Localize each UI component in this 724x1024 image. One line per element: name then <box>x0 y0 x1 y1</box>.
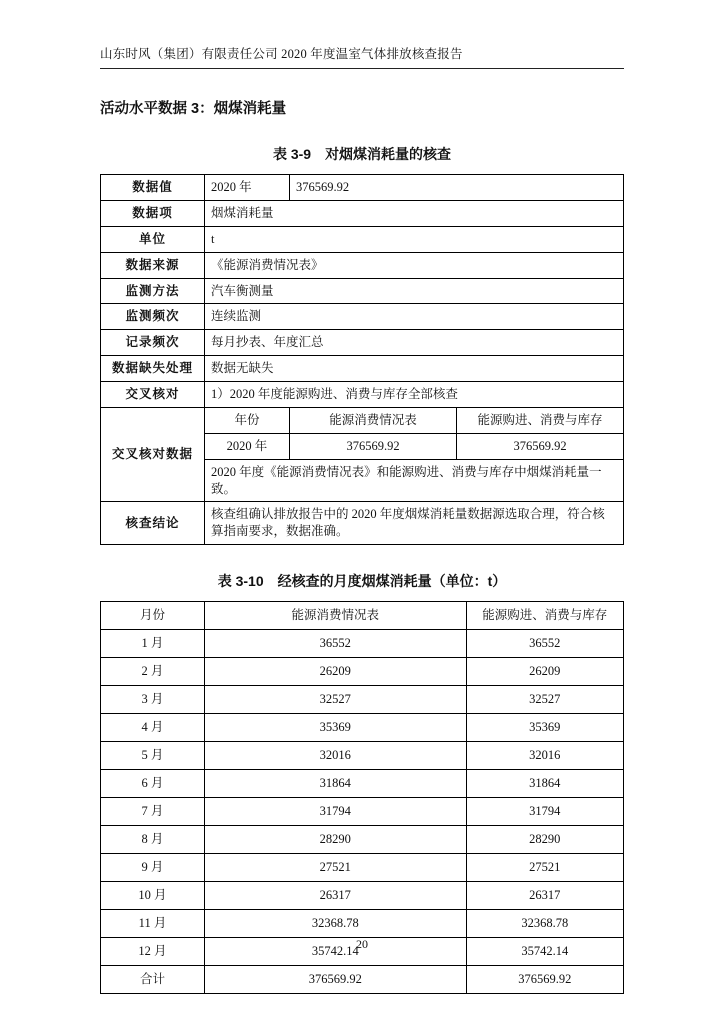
table-row <box>101 278 624 304</box>
table-3-9 <box>100 174 624 545</box>
table-header-row <box>101 602 624 630</box>
cell-inventory: 35369 <box>466 714 624 742</box>
row-value-unit: t <box>205 226 624 252</box>
cell-total-label: 合计 <box>101 966 205 994</box>
table-row-total <box>101 966 624 994</box>
row-value-missing-data: 数据无缺失 <box>205 356 624 382</box>
table-row <box>101 854 624 882</box>
table-row <box>101 770 624 798</box>
row-label-data-source: 数据来源 <box>101 252 205 278</box>
cross-check-row-subtable <box>290 434 623 459</box>
cell-consumption: 35742.14 <box>205 938 467 966</box>
page-number: 20 <box>356 937 368 951</box>
cross-check-row-year: 2020 年 <box>205 433 290 459</box>
row-label-monitor-method: 监测方法 <box>101 278 205 304</box>
table-row-conclusion <box>101 502 624 545</box>
cell-inventory: 26209 <box>466 658 624 686</box>
row-label-data-value: 数据值 <box>101 175 205 201</box>
section-heading: 活动水平数据 3：烟煤消耗量 <box>100 101 287 117</box>
cross-check-header-cells <box>290 407 624 433</box>
cell-inventory: 32527 <box>466 686 624 714</box>
cross-check-row-cells <box>290 433 624 459</box>
table-3-10 <box>100 601 624 994</box>
row-label-missing-data: 数据缺失处理 <box>101 356 205 382</box>
cell-month: 8 月 <box>101 826 205 854</box>
table-row <box>101 175 624 201</box>
cell-month: 1 月 <box>101 630 205 658</box>
row-label-data-item: 数据项 <box>101 200 205 226</box>
cell-inventory: 27521 <box>466 854 624 882</box>
cell-month: 7 月 <box>101 798 205 826</box>
table-row <box>101 200 624 226</box>
cell-inventory: 31794 <box>466 798 624 826</box>
row-label-cross-check: 交叉核对 <box>101 382 205 408</box>
cell-consumption: 31864 <box>205 770 467 798</box>
table-row <box>101 658 624 686</box>
table-3-10-caption-text: 经核查的月度烟煤消耗量（单位：t） <box>277 573 507 590</box>
page-content <box>100 44 624 994</box>
cell-month: 12 月 <box>101 938 205 966</box>
table-row <box>101 630 624 658</box>
cross-check-note: 2020 年度《能源消费情况表》和能源购进、消费与库存中烟煤消耗量一致。 <box>205 459 624 502</box>
table-row <box>101 252 624 278</box>
cell-consumption: 26317 <box>205 882 467 910</box>
row-value-cross-check: 1）2020 年度能源购进、消费与库存全部核查 <box>205 382 624 408</box>
cell-month: 10 月 <box>101 882 205 910</box>
cell-inventory: 28290 <box>466 826 624 854</box>
cell-month: 4 月 <box>101 714 205 742</box>
cell-month: 2 月 <box>101 658 205 686</box>
table-3-10-caption-number: 表 3-10 <box>217 573 264 590</box>
table-row <box>101 304 624 330</box>
cell-consumption: 31794 <box>205 798 467 826</box>
cell-consumption: 28290 <box>205 826 467 854</box>
cell-consumption: 35369 <box>205 714 467 742</box>
cell-total-consumption: 376569.92 <box>205 966 467 994</box>
header-consumption-table: 能源消费情况表 <box>205 602 467 630</box>
table-row <box>101 910 624 938</box>
row-value-conclusion: 核查组确认排放报告中的 2020 年度烟煤消耗量数据源选取合理，符合核算指南要求，数据准确。 <box>205 502 624 545</box>
table-row <box>101 330 624 356</box>
table-row <box>101 356 624 382</box>
row-value-amount: 376569.92 <box>290 175 624 201</box>
cell-inventory: 35742.14 <box>466 938 624 966</box>
cell-consumption: 32527 <box>205 686 467 714</box>
cell-inventory: 36552 <box>466 630 624 658</box>
cell-month: 9 月 <box>101 854 205 882</box>
table-row <box>101 226 624 252</box>
cell-total-inventory: 376569.92 <box>466 966 624 994</box>
cell-consumption: 32016 <box>205 742 467 770</box>
table-row-cross-check-data <box>101 407 624 433</box>
cell-inventory: 32368.78 <box>466 910 624 938</box>
cell-consumption: 36552 <box>205 630 467 658</box>
cell-consumption: 27521 <box>205 854 467 882</box>
table-3-9-caption <box>100 144 624 164</box>
cross-check-header-inventory: 能源购进、消费与库存 <box>477 412 603 427</box>
row-value-data-item: 烟煤消耗量 <box>205 200 624 226</box>
table-row <box>101 882 624 910</box>
table-3-9-caption-text: 对烟煤消耗量的核查 <box>325 146 452 162</box>
table-row <box>101 382 624 408</box>
cell-consumption: 32368.78 <box>205 910 467 938</box>
row-value-record-frequency: 每月抄表、年度汇总 <box>205 330 624 356</box>
cross-check-value-inventory: 376569.92 <box>513 438 567 453</box>
running-header: 山东时风（集团）有限责任公司 2020 年度温室气体排放核查报告 <box>100 44 624 69</box>
row-value-year: 2020 年 <box>205 175 290 201</box>
cross-check-value-consumption: 376569.92 <box>290 434 457 459</box>
cross-check-header-subtable <box>290 408 623 433</box>
table-row <box>101 714 624 742</box>
row-value-monitor-frequency: 连续监测 <box>205 304 624 330</box>
table-row <box>101 686 624 714</box>
cell-consumption: 26209 <box>205 658 467 686</box>
cell-month: 5 月 <box>101 742 205 770</box>
cell-inventory: 32016 <box>466 742 624 770</box>
row-label-record-frequency: 记录频次 <box>101 330 205 356</box>
cell-month: 6 月 <box>101 770 205 798</box>
table-row <box>101 826 624 854</box>
table-3-9-caption-number: 表 3-9 <box>272 146 312 162</box>
row-value-monitor-method: 汽车衡测量 <box>205 278 624 304</box>
row-label-conclusion: 核查结论 <box>101 502 205 545</box>
cross-check-header-year: 年份 <box>205 407 290 433</box>
cell-inventory: 31864 <box>466 770 624 798</box>
header-inventory-table: 能源购进、消费与库存 <box>466 602 624 630</box>
table-row <box>101 742 624 770</box>
cell-month: 11 月 <box>101 910 205 938</box>
row-value-data-source: 《能源消费情况表》 <box>205 252 624 278</box>
table-row <box>101 798 624 826</box>
cell-inventory: 26317 <box>466 882 624 910</box>
cross-check-header-consumption: 能源消费情况表 <box>290 408 457 433</box>
cell-month: 3 月 <box>101 686 205 714</box>
table-3-10-caption <box>100 571 624 591</box>
row-label-monitor-frequency: 监测频次 <box>101 304 205 330</box>
header-month: 月份 <box>101 602 205 630</box>
row-label-unit: 单位 <box>101 226 205 252</box>
row-label-cross-check-data: 交叉核对数据 <box>101 407 205 502</box>
